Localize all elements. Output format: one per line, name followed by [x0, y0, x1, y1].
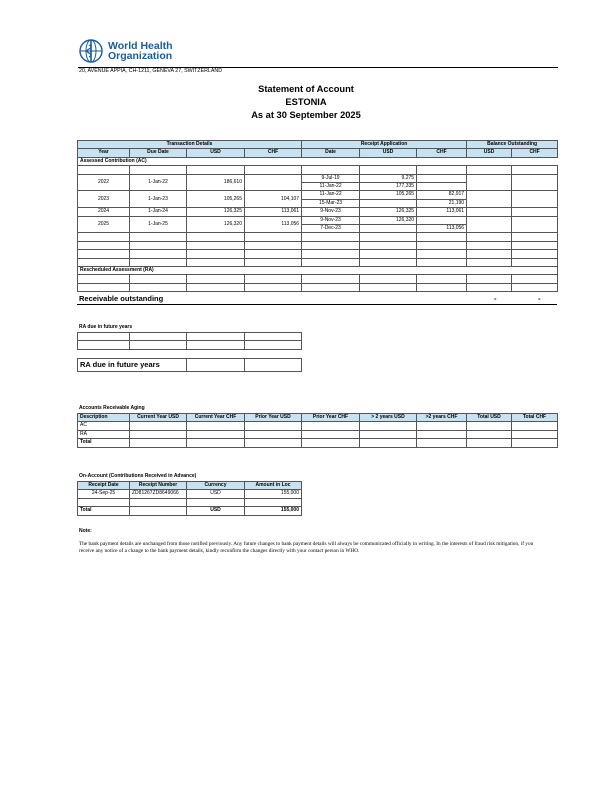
statement-title: Statement of Account — [258, 84, 354, 94]
aging-col-prior-usd: Prior Year USD — [245, 414, 302, 422]
on-account-title: On-Account (Contributions Received in Advance) — [79, 473, 197, 479]
receipt-chf: 113,056 — [417, 225, 467, 233]
country-name: ESTONIA — [285, 97, 327, 107]
receipt-usd — [360, 199, 417, 207]
oa-col-number: Receipt Number — [130, 482, 187, 490]
row-due-date: 1-Jan-23 — [130, 191, 187, 208]
receipt-date: 11-Jan-22 — [302, 183, 360, 191]
receipt-chf — [417, 183, 467, 191]
row-year: 2023 — [78, 191, 130, 208]
table-row — [78, 507, 302, 515]
row-usd: 126,325 — [187, 208, 245, 216]
aging-col-description: Description — [78, 414, 130, 422]
aging-row-label: Total — [78, 439, 130, 447]
receivable-rule — [77, 304, 557, 305]
ra-future-table — [77, 332, 302, 350]
receivable-label: Receivable outstanding — [79, 294, 164, 303]
row-due-date: 1-Jan-22 — [130, 174, 187, 191]
row-due-date: 1-Jan-25 — [130, 216, 187, 233]
table-row — [78, 174, 558, 182]
receipt-date: 15-Mar-23 — [302, 199, 360, 207]
row-chf: 104,107 — [245, 191, 302, 208]
aging-col-current-usd: Current Year USD — [130, 414, 187, 422]
col-balance-chf: CHF — [512, 149, 558, 157]
receipt-chf: 113,061 — [417, 208, 467, 216]
aging-row-label: RA — [78, 430, 130, 438]
receivable-chf: - — [538, 294, 541, 303]
receipt-usd: 126,325 — [360, 208, 417, 216]
receipt-usd — [360, 225, 417, 233]
table-row — [78, 439, 558, 447]
receipt-date: 9-Jul-19 — [302, 174, 360, 182]
oa-total-currency: USD — [187, 507, 245, 515]
row-chf: 113,061 — [245, 208, 302, 216]
aging-col-total-chf: Total CHF — [512, 414, 558, 422]
aging-title: Accounts Receivable Aging — [79, 405, 145, 411]
table-row — [78, 208, 558, 216]
receipt-usd: 177,335 — [360, 183, 417, 191]
oa-total-label: Total — [78, 507, 130, 515]
oa-col-date: Receipt Date — [78, 482, 130, 490]
aging-col-current-chf: Current Year CHF — [187, 414, 245, 422]
receipt-date: 11-Jan-22 — [302, 191, 360, 199]
receipt-chf: 82,917 — [417, 191, 467, 199]
oa-amount: 155,000 — [245, 490, 302, 498]
address: 20, AVENUE APPIA, CH-1211, GENEVA 27, SWITZERLAND — [79, 68, 223, 74]
note-title: Note: — [79, 528, 92, 534]
col-usd: USD — [187, 149, 245, 157]
aging-table — [77, 413, 558, 448]
who-emblem-icon — [78, 38, 104, 64]
who-logo — [78, 38, 173, 64]
statement-date: As at 30 September 2025 — [251, 110, 361, 120]
org-name-line1: World Health — [108, 39, 173, 52]
note-text: The bank payment details are unchanged from those notified previously. Any future changes to bank payment details will always be communicated officially in writing. In the interests of fraud risk mitigation, if you receive any notice of a change to the bank payment details, kindly reconfirm the changes directly with your contact person in WHO. — [79, 541, 534, 555]
receipt-chf — [417, 174, 467, 182]
receipt-date: 9-Nov-23 — [302, 216, 360, 224]
oa-col-amount: Amount in Loc — [245, 482, 302, 490]
oa-col-currency: Currency — [187, 482, 245, 490]
ra-future-small-label: RA due in future years — [79, 324, 133, 330]
col-chf: CHF — [245, 149, 302, 157]
receipt-date: 7-Dec-23 — [302, 225, 360, 233]
row-year: 2022 — [78, 174, 130, 191]
receipt-date: 9-Nov-23 — [302, 208, 360, 216]
section-ra: Rescheduled Assessment (RA) — [78, 267, 558, 275]
aging-col-prior-chf: Prior Year CHF — [302, 414, 360, 422]
ra-future-big-label: RA due in future years — [78, 359, 187, 372]
statement-table — [77, 140, 558, 292]
receipt-usd: 9,275 — [360, 174, 417, 182]
col-receipt-usd: USD — [360, 149, 417, 157]
table-row — [78, 430, 558, 438]
col-receipt-chf: CHF — [417, 149, 467, 157]
row-year: 2024 — [78, 208, 130, 216]
table-row — [78, 422, 558, 430]
row-chf: 113,056 — [245, 216, 302, 233]
oa-receipt-date: 24-Sep-25 — [78, 490, 130, 498]
col-receipt-date: Date — [302, 149, 360, 157]
col-balance-usd: USD — [467, 149, 512, 157]
aging-col-total-usd: Total USD — [467, 414, 512, 422]
oa-total-amount: 155,000 — [245, 507, 302, 515]
aging-col-2y-chf: >2 years CHF — [417, 414, 467, 422]
oa-receipt-number: ZD81267ZD8649066 — [130, 490, 187, 498]
org-name-line2: Organization — [108, 50, 173, 62]
section-ac: Assessed Contribution (AC) — [78, 157, 558, 165]
table-row — [78, 490, 302, 498]
receivable-usd: - — [494, 294, 497, 303]
row-usd: 126,320 — [187, 216, 245, 233]
receipt-chf: 21,190 — [417, 199, 467, 207]
group-header-transaction: Transaction Details — [78, 141, 302, 149]
table-row — [78, 216, 558, 224]
group-header-receipt: Receipt Application — [302, 141, 467, 149]
on-account-table — [77, 481, 302, 516]
group-header-balance: Balance Outstanding — [467, 141, 558, 149]
aging-col-2y-usd: > 2 years USD — [360, 414, 417, 422]
receipt-usd: 126,320 — [360, 216, 417, 224]
oa-currency: USD — [187, 490, 245, 498]
row-chf — [245, 174, 302, 191]
receipt-usd: 105,265 — [360, 191, 417, 199]
col-due-date: Due Date — [130, 149, 187, 157]
aging-row-label: AC — [78, 422, 130, 430]
row-due-date: 1-Jan-24 — [130, 208, 187, 216]
row-usd: 186,610 — [187, 174, 245, 191]
row-usd: 105,265 — [187, 191, 245, 208]
col-year: Year — [78, 149, 130, 157]
row-year: 2025 — [78, 216, 130, 233]
receipt-chf — [417, 216, 467, 224]
table-row — [78, 191, 558, 199]
ra-future-total-table — [77, 358, 302, 372]
